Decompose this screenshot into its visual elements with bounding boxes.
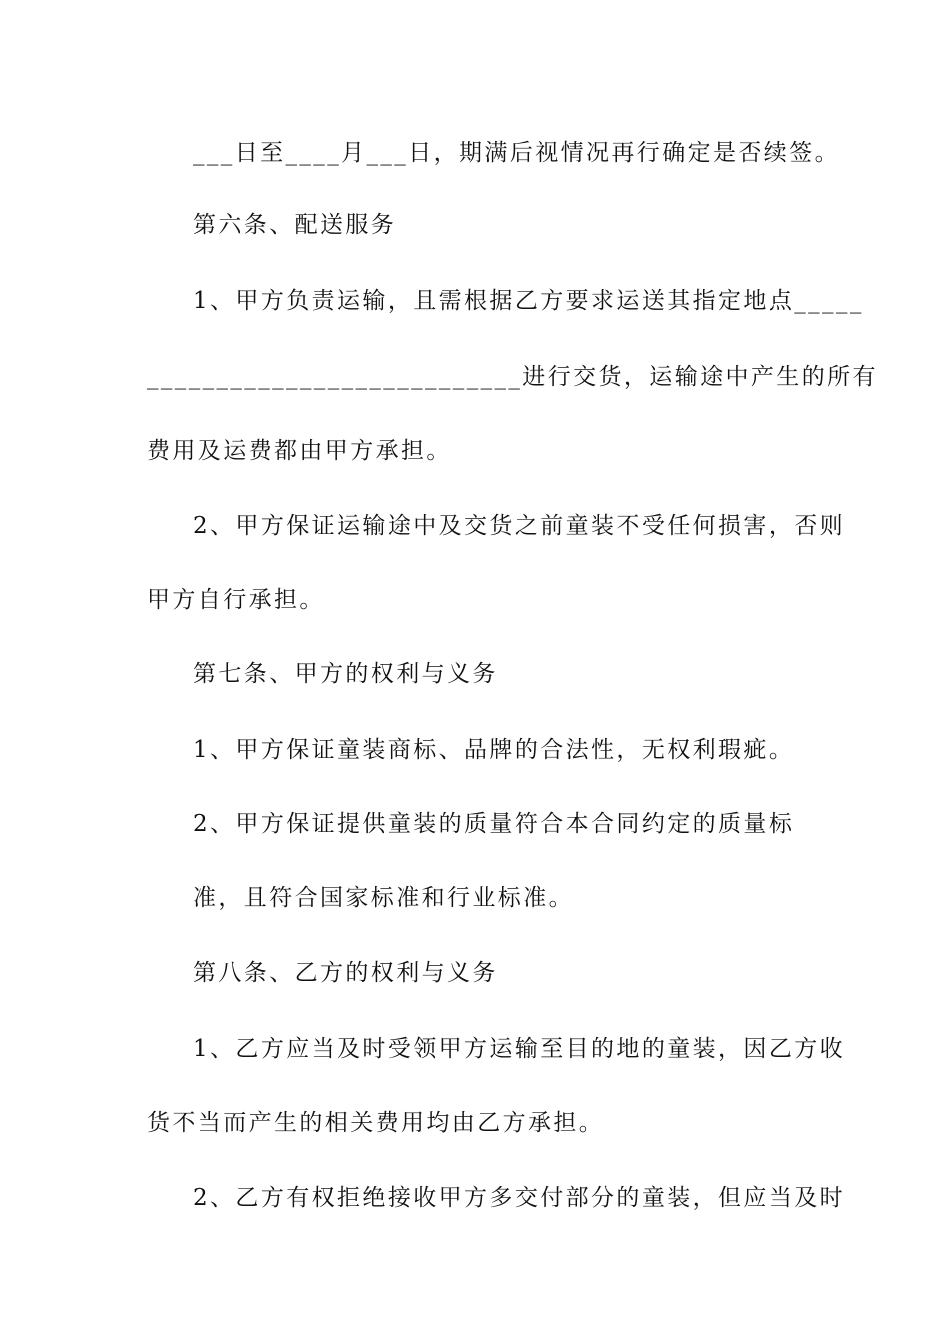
article-6-clause-1-line-1: 1、甲方负责运输，且需根据乙方要求运送其指定地点_____ [193, 288, 864, 314]
continuation-line-term-dates: ___日至____月___日，期满后视情况再行确定是否续签。 [193, 140, 840, 166]
article-6-clause-2-line-2: 甲方自行承担。 [147, 587, 325, 613]
article-6-clause-2-line-1: 2、甲方保证运输途中及交货之前童装不受任何损害，否则 [193, 513, 846, 539]
article-8-clause-1-line-1: 1、乙方应当及时受领甲方运输至目的地的童装，因乙方收 [193, 1036, 846, 1062]
article-7-clause-2-line-2: 准，且符合国家标准和行业标准。 [193, 885, 574, 911]
article-6-clause-1-line-2: ___________________________进行交货，运输途中产生的所有 [147, 364, 878, 390]
article-7-clause-2-line-1: 2、甲方保证提供童装的质量符合本合同约定的质量标 [193, 811, 795, 837]
article-7-heading: 第七条、甲方的权利与义务 [193, 661, 498, 687]
article-6-heading: 第六条、配送服务 [193, 212, 397, 238]
article-8-heading: 第八条、乙方的权利与义务 [193, 960, 498, 986]
article-8-clause-2-line-1: 2、乙方有权拒绝接收甲方多交付部分的童装，但应当及时 [193, 1185, 846, 1211]
article-7-clause-1: 1、甲方保证童装商标、品牌的合法性，无权利瑕疵。 [193, 737, 795, 763]
article-6-clause-1-line-3: 费用及运费都由甲方承担。 [147, 438, 452, 464]
article-8-clause-1-line-2: 货不当而产生的相关费用均由乙方承担。 [147, 1110, 605, 1136]
